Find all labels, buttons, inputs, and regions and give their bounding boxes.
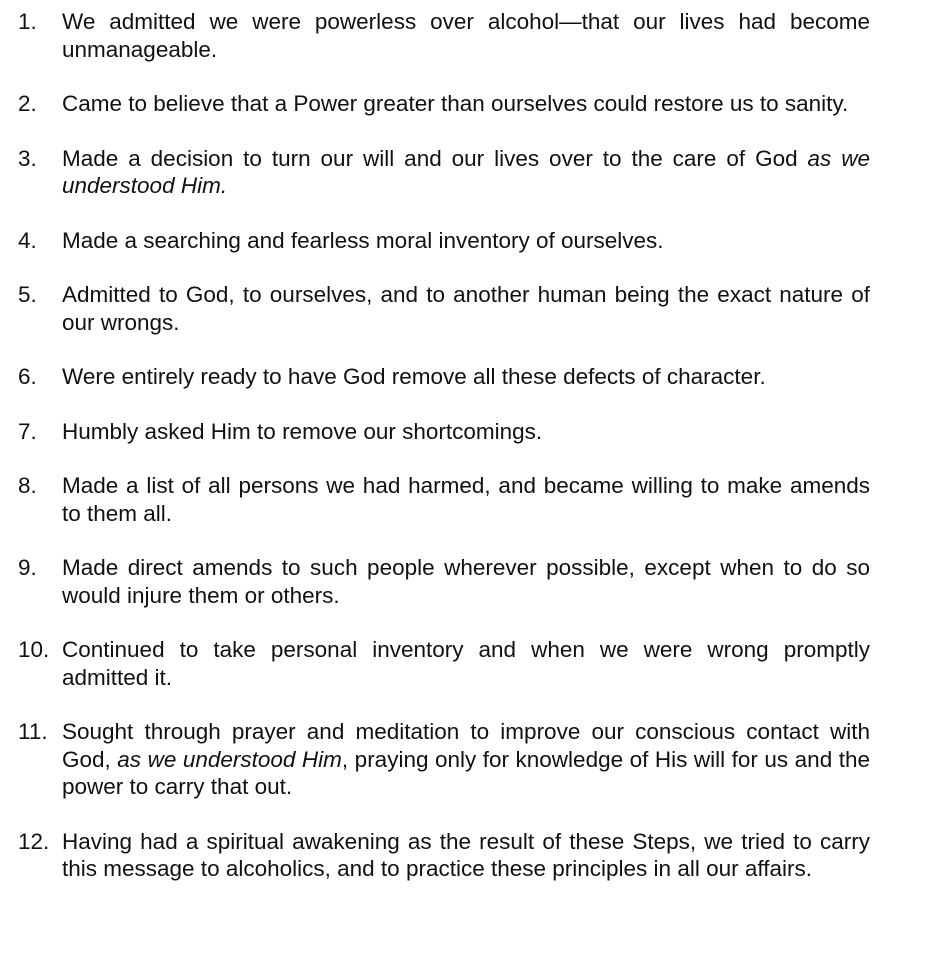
step-text-segment: Humbly asked Him to remove our shortcomings. xyxy=(62,418,543,444)
step-text-italic: as we understood Him. xyxy=(62,145,870,198)
step-item-9 xyxy=(18,554,870,609)
step-item-10 xyxy=(18,636,870,691)
step-text xyxy=(62,472,870,527)
step-number: 2. xyxy=(18,91,37,116)
step-text xyxy=(62,145,870,200)
step-number: 10. xyxy=(18,637,50,662)
steps-list xyxy=(18,8,870,883)
step-text-segment: Made direct amends to such people wherever possible, except when to do so would injure them or others. xyxy=(62,555,870,608)
step-text-italic: as we understood Him xyxy=(117,746,342,772)
step-number: 1. xyxy=(18,9,37,34)
step-text xyxy=(62,554,870,609)
step-number: 8. xyxy=(18,473,37,498)
step-item-3 xyxy=(18,145,870,200)
step-item-1 xyxy=(18,8,870,63)
step-number: 7. xyxy=(18,418,37,444)
step-text xyxy=(62,90,870,118)
step-item-11 xyxy=(18,718,870,801)
step-text-segment: Continued to take personal inventory and when we were wrong promptly admitted it. xyxy=(62,637,870,690)
step-number: 12. xyxy=(18,828,50,854)
step-number: 11. xyxy=(18,719,48,744)
step-number: 4. xyxy=(18,227,37,253)
step-item-4 xyxy=(18,227,870,255)
step-text-segment: We admitted we were powerless over alcohol—that our lives had become unmanageable. xyxy=(62,9,870,62)
step-text-segment: Were entirely ready to have God remove all these defects of character. xyxy=(62,364,766,389)
step-text-segment: Made a list of all persons we had harmed, and became willing to make amends to them all. xyxy=(62,473,870,526)
step-text xyxy=(62,363,870,391)
step-number: 9. xyxy=(18,555,37,580)
step-text xyxy=(62,8,870,63)
step-text xyxy=(62,281,870,336)
step-text xyxy=(62,636,870,691)
step-item-8 xyxy=(18,472,870,527)
step-text xyxy=(62,718,870,801)
step-item-2 xyxy=(18,90,870,118)
step-item-5 xyxy=(18,281,870,336)
step-text-segment: Having had a spiritual awakening as the result of these Steps, we tried to carry this message to alcoholics, and to practice these principles in all our affairs. xyxy=(62,828,870,881)
step-text-segment: Made a decision to turn our will and our lives over to the care of God xyxy=(62,145,808,171)
step-text xyxy=(62,227,870,255)
step-item-6 xyxy=(18,363,870,391)
step-text xyxy=(62,828,870,883)
step-item-7 xyxy=(18,418,870,446)
step-number: 6. xyxy=(18,364,37,389)
step-text-segment: Sought through prayer and meditation to improve our conscious contact with God, xyxy=(62,719,870,772)
step-item-12 xyxy=(18,828,870,883)
step-number: 3. xyxy=(18,145,37,171)
step-text-segment: Admitted to God, to ourselves, and to another human being the exact nature of our wrongs. xyxy=(62,282,870,335)
step-text-segment: Came to believe that a Power greater than ourselves could restore us to sanity. xyxy=(62,91,849,116)
step-number: 5. xyxy=(18,282,37,307)
step-text xyxy=(62,418,870,446)
step-text-segment: Made a searching and fearless moral inventory of ourselves. xyxy=(62,227,664,253)
step-text-segment: , praying only for knowledge of His will for us and the power to carry that out. xyxy=(62,746,870,799)
